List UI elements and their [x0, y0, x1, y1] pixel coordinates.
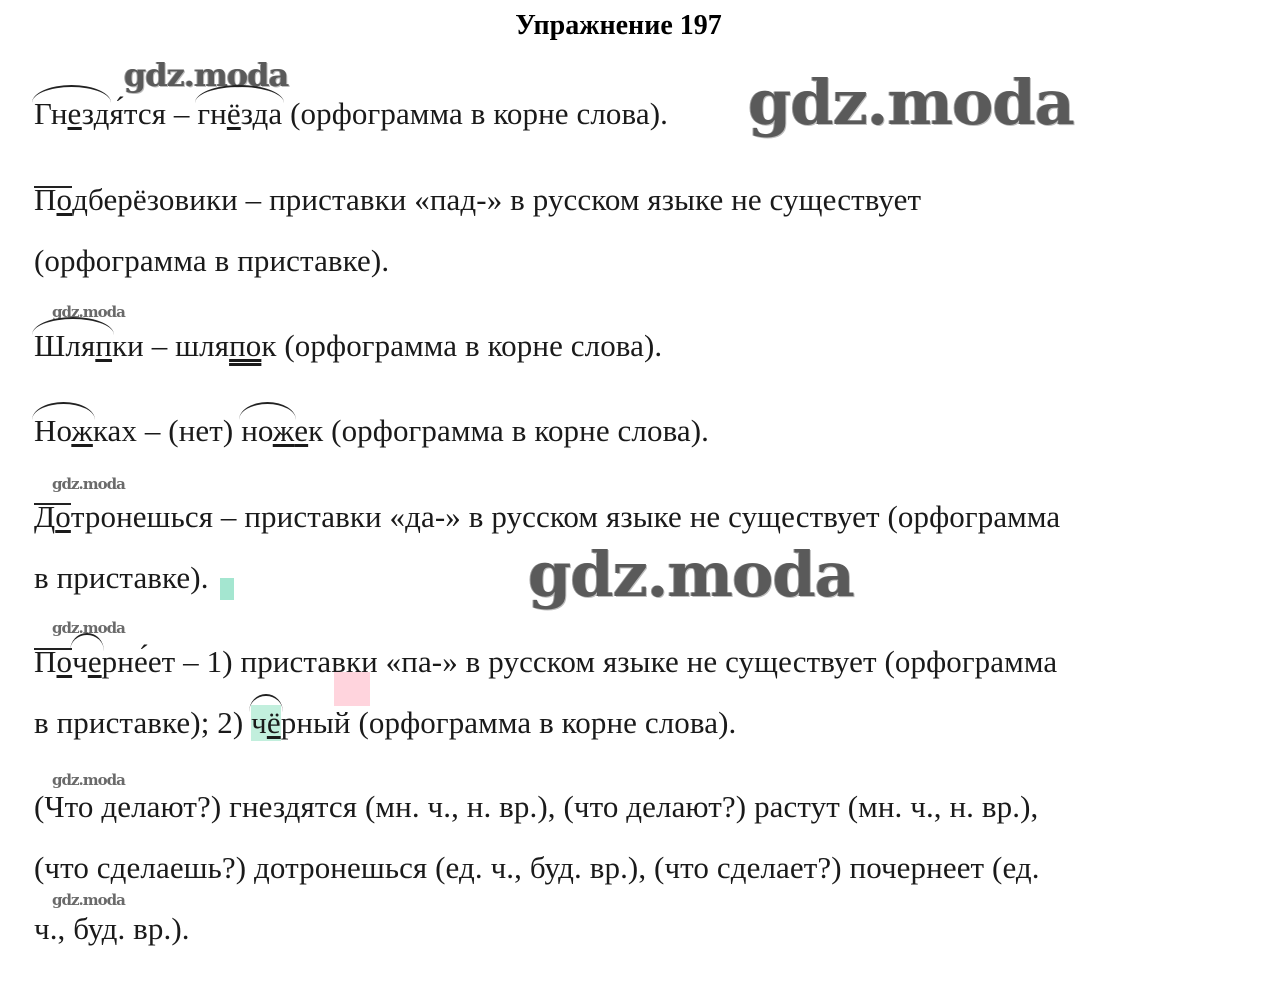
text-line: (Что делают?) гнездятся (мн. ч., н. вр.), (что делают?) растут (мн. ч., н. вр.), [34, 789, 1039, 824]
root-arc: чё [251, 705, 281, 740]
text-line: Шляпки – шляпок (орфограмма в корне слова). [34, 328, 663, 363]
text-line: (что сделаешь?) дотронешься (ед. ч., буд. вр.), (что сделает?) почернеет (ед. [34, 850, 1040, 885]
text-line: Ножках – (нет) ножек (орфограмма в корне слова). [34, 413, 710, 448]
prefix-mark: По [34, 644, 73, 679]
exercise-title: Упражнение 197 [515, 10, 722, 41]
text-line: Гнездя́тся – гнёзда (орфограмма в корне слова). [34, 96, 668, 131]
root-arc: нож [241, 413, 295, 448]
watermark-logo: gdz.moda [124, 56, 289, 94]
text-line: в приставке); 2) чёрный (орфограмма в корне слова). [34, 705, 737, 740]
text-line: в приставке). [34, 560, 209, 595]
root-arc: Гнезд [34, 96, 110, 131]
root-arc: Шляп [34, 328, 113, 363]
text-line: ч., буд. вр.). [34, 911, 190, 946]
text-line: Дотронешься – приставки «да-» в русском языке не существует (орфограмма [34, 499, 1061, 534]
watermark-logo: gdz.moda [52, 619, 125, 637]
root-arc: че [72, 644, 102, 679]
root-arc: гнёзда [197, 96, 283, 131]
watermark-logo: gdz.moda [52, 771, 125, 789]
watermark-logo: gdz.moda [52, 303, 125, 321]
prefix-mark: До [34, 499, 71, 534]
text-line: Подберёзовики – приставки «пад-» в русском языке не существует [34, 182, 922, 217]
watermark-logo: gdz.moda [52, 891, 125, 909]
highlight-mark [220, 578, 234, 600]
text-line: Почерне́ет – 1) приставки «па-» в русском языке не существует (орфограмма [34, 644, 1058, 679]
text-line: (орфограмма в приставке). [34, 243, 390, 278]
watermark-logo: gdz.moda [52, 475, 125, 493]
watermark-logo: gdz.moda [528, 538, 854, 611]
watermark-logo: gdz.moda [748, 66, 1074, 139]
root-arc: Нож [34, 413, 93, 448]
prefix-mark: По [34, 182, 73, 217]
